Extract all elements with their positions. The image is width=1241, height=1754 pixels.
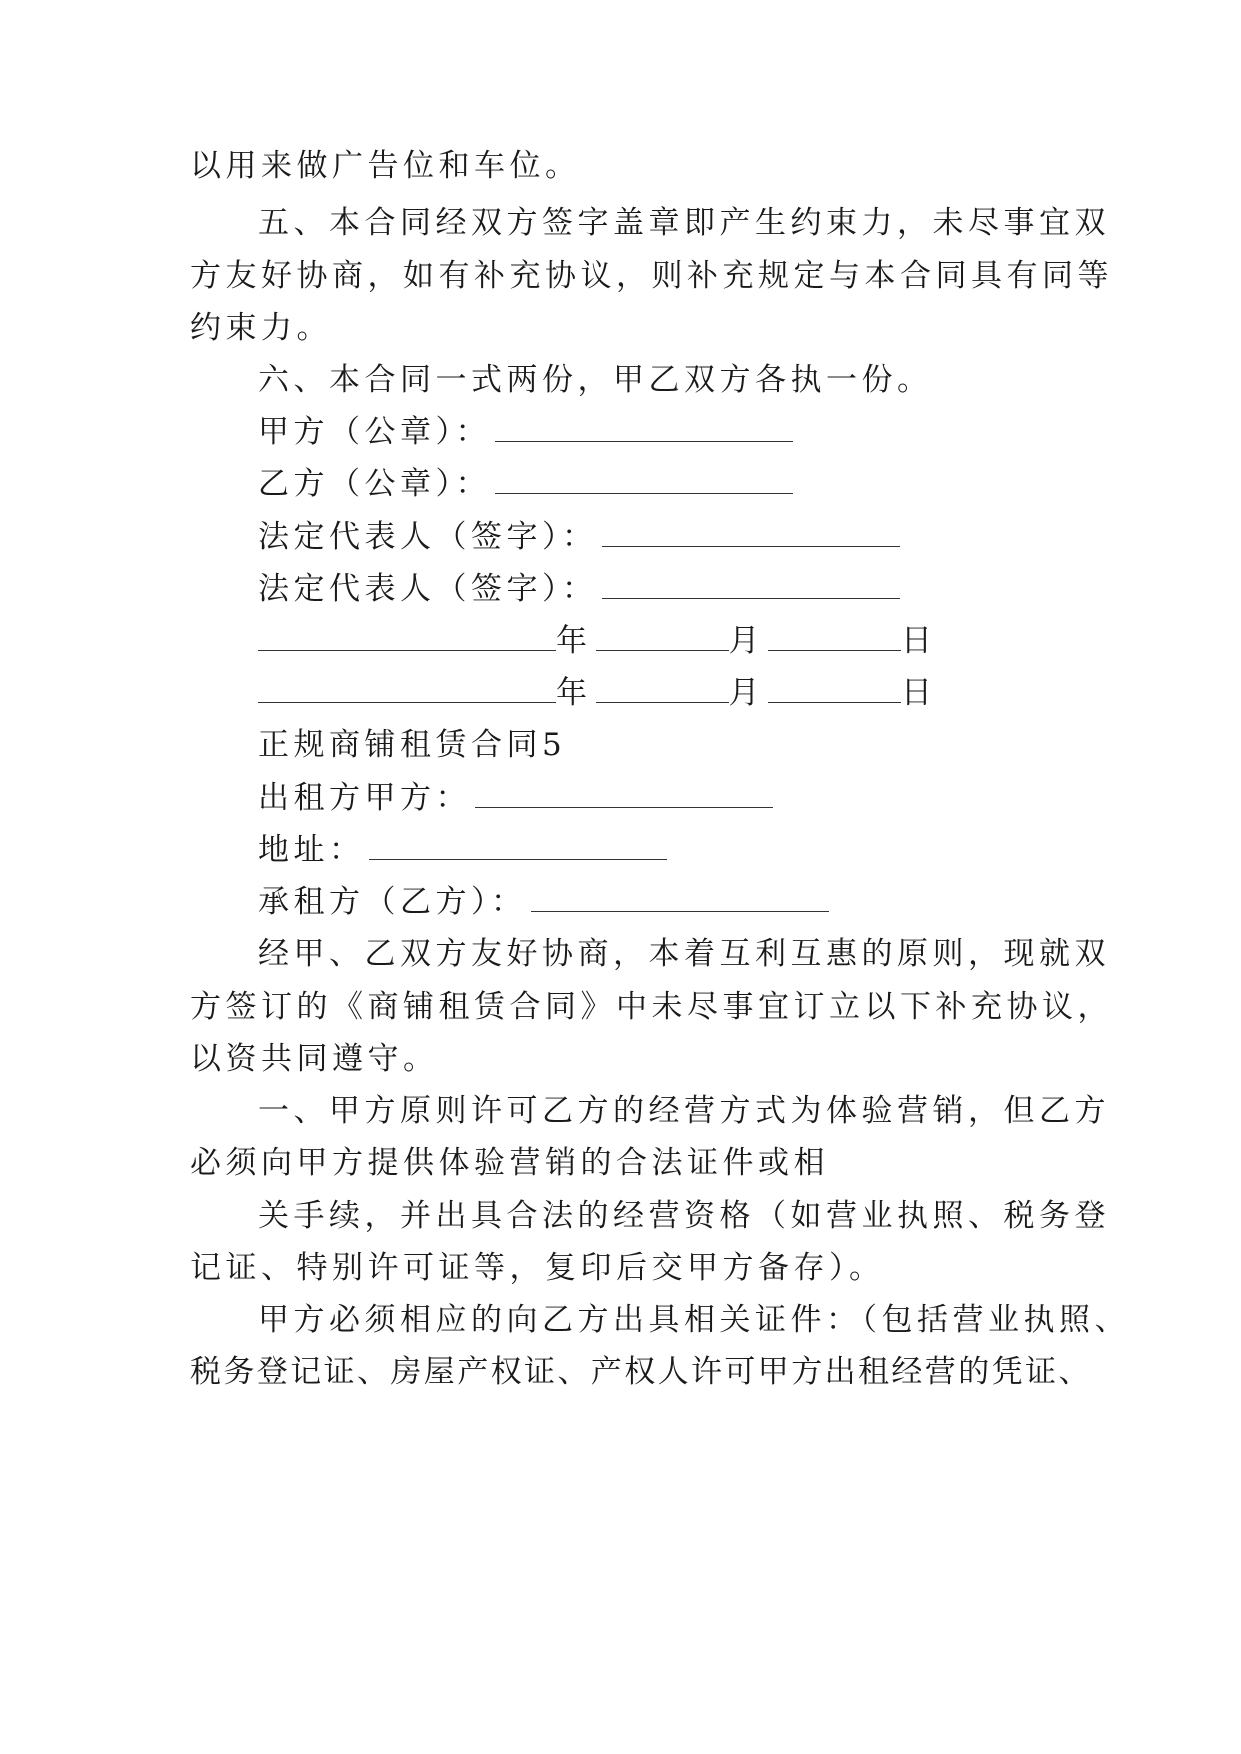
legal-representative-field: 法定代表人（签字）： [258,569,900,609]
paragraph-line: 方友好协商，如有补充协议，则补充规定与本合同具有同等 [190,258,1113,294]
paragraph-line: 必须向甲方提供体验营销的合法证件或相 [190,1145,829,1181]
contract-heading: 正规商铺租赁合同5 [258,727,567,763]
clause-six-line: 六、本合同一式两份，甲乙双方各执一份。 [258,362,933,398]
paragraph-line: 经甲、乙双方友好协商，本着互利互惠的原则，现就双 [258,936,1110,972]
year-blank [258,680,556,703]
signature-blank [602,524,900,547]
signature-blank [369,837,667,860]
paragraph-line: 税务登记证、房屋产权证、产权人许可甲方出租经营的凭证、 [190,1354,1092,1390]
signature-blank [495,471,793,494]
signature-blank [475,785,773,808]
clause-one-line: 一、甲方原则许可乙方的经营方式为体验营销，但乙方 [258,1093,1110,1129]
paragraph-line: 方签订的《商铺租赁合同》中未尽事宜订立以下补充协议， [190,989,1113,1025]
paragraph-line: 甲方必须相应的向乙方出具相关证件：（包括营业执照、 [258,1302,1130,1338]
signature-blank [495,419,793,442]
paragraph-line: 记证、特别许可证等，复印后交甲方备存）。 [190,1250,885,1286]
day-blank [768,628,901,651]
day-blank [768,680,901,703]
date-field: 年 月 日 [258,621,937,661]
month-blank [596,628,729,651]
lessee-field: 承租方（乙方）： [258,882,829,922]
date-field: 年 月 日 [258,673,937,713]
paragraph-line: 以资共同遵守。 [190,1041,439,1077]
month-blank [596,680,729,703]
legal-representative-field: 法定代表人（签字）： [258,517,900,557]
party-b-seal-field: 乙方（公章）： [258,464,793,504]
lessor-field: 出租方甲方： [258,778,773,818]
paragraph-line: 约束力。 [190,310,332,346]
paragraph-line: 以用来做广告位和车位。 [190,148,581,184]
party-a-seal-field: 甲方（公章）： [258,412,793,452]
address-field: 地址： [258,830,667,870]
clause-five-line: 五、本合同经双方签字盖章即产生约束力，未尽事宜双 [258,205,1110,241]
paragraph-line: 关手续，并出具合法的经营资格（如营业执照、税务登 [258,1198,1110,1234]
year-blank [258,628,556,651]
signature-blank [602,576,900,599]
signature-blank [531,889,829,912]
